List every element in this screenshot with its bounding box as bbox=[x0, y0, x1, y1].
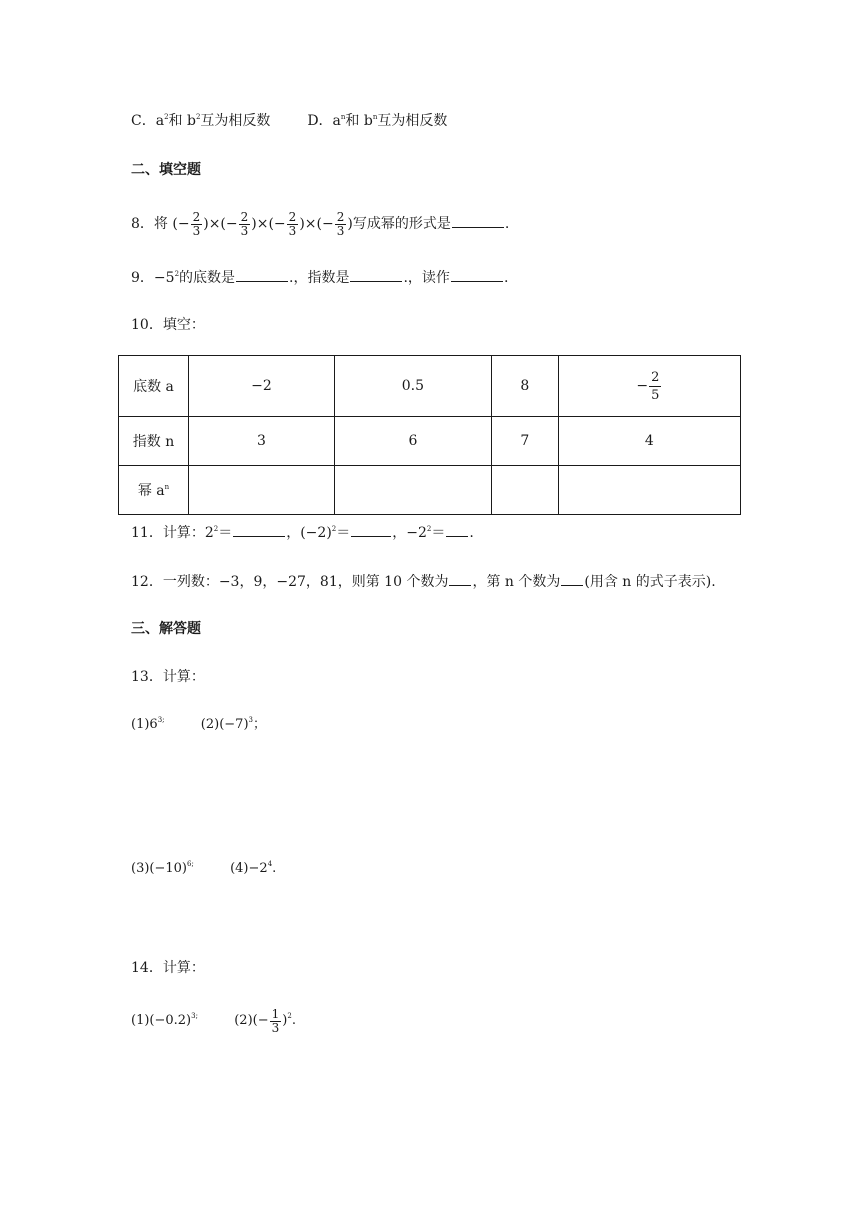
q12-text2: ，第 n 个数为 bbox=[472, 574, 561, 590]
q11-e3-base: −2 bbox=[406, 525, 427, 541]
q13-p1-exp: 3; bbox=[157, 716, 165, 724]
question-11 bbox=[131, 523, 474, 543]
q13-p4-end: . bbox=[272, 861, 277, 876]
q11-text: 计算： bbox=[162, 525, 205, 541]
q11-sep-2: ， bbox=[392, 525, 407, 541]
q8-factor-3: (− $\frac{2}{3}$ ) bbox=[268, 209, 305, 238]
q7-options bbox=[131, 111, 447, 131]
exp-cell-4: 4 bbox=[558, 417, 740, 466]
q8-times-3: × bbox=[304, 216, 317, 232]
option-d-tail: 互为相反数 bbox=[377, 113, 448, 129]
section-solve-heading: 三、解答题 bbox=[131, 621, 201, 637]
exp-cell-3: 7 bbox=[491, 417, 558, 466]
q8-answer-blank bbox=[452, 215, 504, 228]
q13-p3-base: (−10) bbox=[149, 861, 187, 876]
q13-p2-base: (−7) bbox=[219, 717, 249, 732]
q11-blank-2 bbox=[351, 524, 391, 537]
base-cell-2: 0.5 bbox=[334, 356, 491, 417]
row-label-exponent: 指数 n bbox=[119, 417, 189, 466]
q13-p4-base: −2 bbox=[248, 861, 268, 876]
q13-p2-end: ； bbox=[253, 717, 267, 732]
q14-p2-label: (2) bbox=[234, 1013, 253, 1028]
question-13 bbox=[131, 667, 205, 687]
q9-base: −5 bbox=[153, 270, 175, 286]
power-cell-4 bbox=[558, 466, 740, 515]
question-8 bbox=[131, 207, 509, 241]
q14-parts bbox=[131, 1004, 296, 1038]
q13-number: 13． bbox=[131, 669, 163, 685]
q9-text3: .，读作 bbox=[403, 270, 450, 286]
question-12 bbox=[131, 572, 716, 592]
option-d-exp-b: n bbox=[372, 113, 378, 121]
q14-p2-end: . bbox=[291, 1013, 296, 1028]
q8-factor-1: (− $\frac{2}{3}$ ) bbox=[172, 209, 209, 238]
q8-suffix: 写成幂的形式是 bbox=[352, 216, 451, 232]
base-cell-1: −2 bbox=[189, 356, 335, 417]
question-14 bbox=[131, 958, 205, 978]
q13-p3-exp: 6; bbox=[187, 860, 194, 868]
q13-p2-exp: 3 bbox=[248, 716, 253, 724]
q12-blank-2 bbox=[561, 573, 583, 586]
option-d-exp-a: n bbox=[340, 113, 346, 121]
option-c-mid: 和 b bbox=[168, 113, 196, 129]
row-label-base: 底数 a bbox=[119, 356, 189, 417]
q11-end: . bbox=[469, 525, 474, 541]
q13-parts-1-2 bbox=[131, 715, 266, 735]
q13-p4-label: (4) bbox=[230, 861, 249, 876]
q13-p1-label: (1) bbox=[131, 717, 150, 732]
q11-blank-3 bbox=[446, 524, 468, 537]
base-frac-denominator: 5 bbox=[651, 387, 660, 403]
question-10 bbox=[131, 315, 205, 335]
q12-number: 12． bbox=[131, 574, 163, 590]
q9-exp: 2 bbox=[174, 270, 180, 278]
question-9 bbox=[131, 268, 508, 288]
q12-text3: (用含 n 的式子表示). bbox=[584, 574, 716, 590]
q11-eq-1: ＝ bbox=[218, 525, 233, 541]
q9-blank-3 bbox=[451, 269, 503, 282]
power-cell-2 bbox=[334, 466, 491, 515]
option-d-mid: 和 b bbox=[345, 113, 373, 129]
q13-p4-exp: 4 bbox=[267, 860, 273, 868]
q8-times-1: × bbox=[208, 216, 221, 232]
q13-p2-label: (2) bbox=[200, 717, 220, 732]
q8-factor-2: (− $\frac{2}{3}$ ) bbox=[220, 209, 257, 238]
base-frac-sign: − bbox=[636, 378, 649, 394]
q13-p3-label: (3) bbox=[131, 861, 150, 876]
q11-e1-exp: 2 bbox=[213, 525, 219, 533]
q9-end: . bbox=[503, 270, 509, 286]
base-cell-3: 8 bbox=[491, 356, 558, 417]
q14-title: 计算： bbox=[162, 960, 205, 976]
exp-cell-1: 3 bbox=[189, 417, 335, 466]
option-d-label: D．a bbox=[307, 113, 341, 129]
table-row-base bbox=[119, 356, 741, 417]
q8-factor-4: (− $\frac{2}{3}$ ) bbox=[316, 209, 353, 238]
section-fill-in-heading: 二、填空题 bbox=[131, 162, 201, 178]
q13-title: 计算： bbox=[162, 669, 205, 685]
q9-blank-2 bbox=[350, 269, 402, 282]
base-cell-4 bbox=[558, 356, 740, 417]
q9-text2: .，指数是 bbox=[289, 270, 350, 286]
q11-eq-2: ＝ bbox=[336, 525, 351, 541]
q8-end: . bbox=[504, 216, 510, 232]
q9-text1: 的底数是 bbox=[179, 270, 236, 286]
q11-e1-base: 2 bbox=[204, 525, 214, 541]
power-cell-1 bbox=[189, 466, 335, 515]
q8-times-2: × bbox=[256, 216, 269, 232]
q9-number: 9． bbox=[131, 270, 154, 286]
q13-p1-base: 6 bbox=[149, 717, 158, 732]
q11-number: 11． bbox=[131, 525, 163, 541]
q11-blank-1 bbox=[233, 524, 285, 537]
option-c-tail: 互为相反数 bbox=[200, 113, 271, 129]
q11-eq-3: ＝ bbox=[431, 525, 446, 541]
q8-prefix: 将 bbox=[153, 216, 168, 232]
q14-p1-base: (−0.2) bbox=[149, 1013, 192, 1028]
q14-p1-exp: 3; bbox=[191, 1012, 198, 1020]
table-row-exponent bbox=[119, 417, 741, 466]
power-table bbox=[118, 355, 741, 515]
q14-p2-exp: 2 bbox=[287, 1012, 292, 1020]
option-c bbox=[131, 113, 275, 129]
base-frac-numerator: 2 bbox=[651, 369, 660, 385]
q11-e2-base: (−2) bbox=[300, 525, 332, 541]
q14-p2-fraction: (− $\frac{1}{3}$ ) bbox=[252, 1006, 288, 1035]
exp-cell-2: 6 bbox=[334, 417, 491, 466]
q12-text1: 一列数：−3，9，−27，81，则第 10 个数为 bbox=[162, 574, 449, 590]
option-c-exp-b: 2 bbox=[195, 113, 201, 121]
q11-e3-exp: 2 bbox=[426, 525, 432, 533]
row-label-power: 幂 $a^n$ bbox=[119, 466, 189, 515]
option-c-exp-a: 2 bbox=[164, 113, 169, 121]
q14-p1-label: (1) bbox=[131, 1013, 150, 1028]
q10-title: 填空： bbox=[162, 317, 205, 333]
q11-e2-exp: 2 bbox=[331, 525, 337, 533]
q11-sep-1: ， bbox=[286, 525, 301, 541]
q10-number: 10． bbox=[131, 317, 163, 333]
option-d bbox=[307, 113, 447, 129]
q14-number: 14． bbox=[131, 960, 163, 976]
q12-blank-1 bbox=[449, 573, 471, 586]
q9-blank-1 bbox=[236, 269, 288, 282]
table-row-power bbox=[119, 466, 741, 515]
q13-parts-3-4 bbox=[131, 859, 276, 879]
power-cell-3 bbox=[491, 466, 558, 515]
q8-number: 8． bbox=[131, 216, 154, 232]
option-c-label: C．a bbox=[131, 113, 165, 129]
